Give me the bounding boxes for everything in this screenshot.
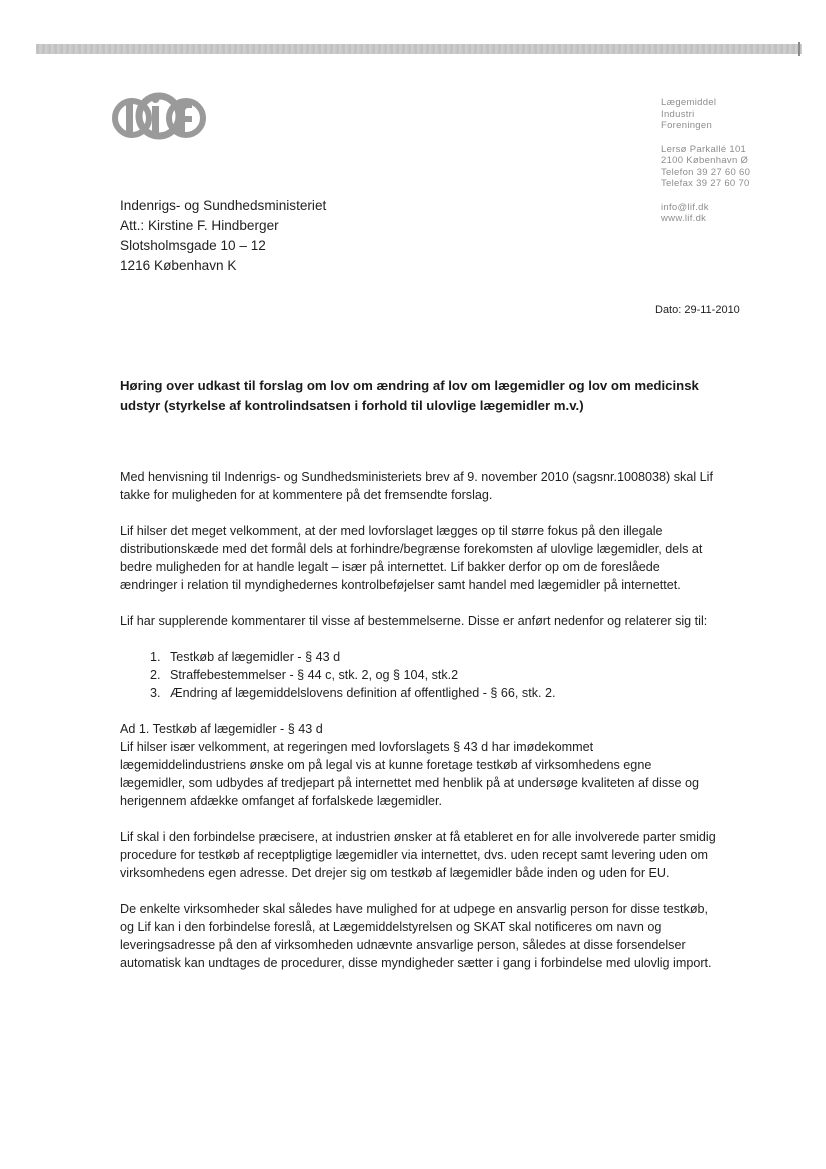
email-line: info@lif.dk xyxy=(661,201,709,213)
recipient-street: Slotsholmsgade 10 – 12 xyxy=(120,238,266,253)
org-line: Industri xyxy=(661,108,695,120)
scan-edge-mark xyxy=(798,42,800,56)
body-paragraph: Lif hilser det meget velkomment, at der med lovforslaget lægges op til større fokus på den illegale distributionskæde med det formål dels at forhindre/begrænse forekomsten af ulovlige lægemidler, dels at bedre muligheden for at handle legalt – især på internettet. Lif bakker derfor op om de foreslåede ændringer i relation til myndighedernes kontrolbeføjelser samt handel med lægemidler på internettet. xyxy=(120,524,703,592)
letter-body xyxy=(120,468,716,990)
body-paragraph: De enkelte virksomheder skal således have mulighed for at udpege en ansvarlig person for disse testkøb, og Lif kan i den forbindelse foreslå, at Lægemiddelstyrelsen og SKAT skal notificeres om navn og leveringsadresse på den af virksomheden udnævnte ansvarlige person, således at disse forsendelser automatisk kan undtages de procedurer, disse myndigheder sætter i gang i forbindelse med ulovlig import. xyxy=(120,902,712,970)
section-block xyxy=(120,720,716,810)
address-line: Lersø Parkallé 101 xyxy=(661,143,747,155)
org-line: Lægemiddel xyxy=(661,97,717,108)
body-paragraph: Lif skal i den forbindelse præcisere, at industrien ønsker at få etableret en for alle involverede parter smidig procedure for testkøb af receptpligtige lægemidler via internettet, dvs. uden recept samt levering uden om virksomhedens egen adresse. Det drejer sig om testkøb af lægemidler både inden og uden for EU. xyxy=(120,830,716,880)
fax-line: Telefax 39 27 60 70 xyxy=(661,178,750,189)
recipient-address xyxy=(120,196,480,276)
comment-list xyxy=(120,648,716,702)
org-line: Foreningen xyxy=(661,120,713,131)
address-line: 2100 København Ø xyxy=(661,155,749,166)
list-item: 2. Straffebestemmelser - § 44 c, stk. 2, og § 104, stk.2 xyxy=(164,666,716,684)
body-paragraph: Med henvisning til Indenrigs- og Sundhedsministeriets brev af 9. november 2010 (sagsnr.1008038) skal Lif takke for muligheden for at kommentere på det fremsendte forslag. xyxy=(120,470,713,502)
section-heading: Ad 1. Testkøb af lægemidler - § 43 d xyxy=(120,722,323,736)
scan-edge-bar xyxy=(36,44,802,54)
body-paragraph: Lif har supplerende kommentarer til visse af bestemmelserne. Disse er anført nedenfor og relaterer sig til: xyxy=(120,614,708,628)
letterhead-contact xyxy=(661,97,811,225)
recipient-city: 1216 København K xyxy=(120,258,237,273)
recipient-name: Indenrigs- og Sundhedsministeriet xyxy=(120,198,327,213)
letter-date: Dato: 29-11-2010 xyxy=(655,304,740,316)
body-paragraph: Lif hilser især velkomment, at regeringen med lovforslagets § 43 d har imødekommet lægemiddelindustriens ønske om på legal vis at kunne foretage testkøb af virksomhedens egne lægemidler, som udbydes af tredjepart på internettet med henblik på at undersøge kvaliteten af disse og herigennem afdække omfanget af forfalskede lægemidler. xyxy=(120,740,699,808)
lif-logo-icon xyxy=(112,88,206,144)
recipient-att: Att.: Kirstine F. Hindberger xyxy=(120,218,279,233)
letter-subject: Høring over udkast til forslag om lov om ændring af lov om lægemidler og lov om medicinsk udstyr (styrkelse af kontrolindsatsen i forhold til ulovlige lægemidler m.v.) xyxy=(120,378,699,413)
list-item: 1. Testkøb af lægemidler - § 43 d xyxy=(164,648,716,666)
website-line: www.lif.dk xyxy=(661,213,707,224)
phone-line: Telefon 39 27 60 60 xyxy=(661,166,751,178)
list-item: 3. Ændring af lægemiddelslovens definition af offentlighed - § 66, stk. 2. xyxy=(164,684,716,702)
